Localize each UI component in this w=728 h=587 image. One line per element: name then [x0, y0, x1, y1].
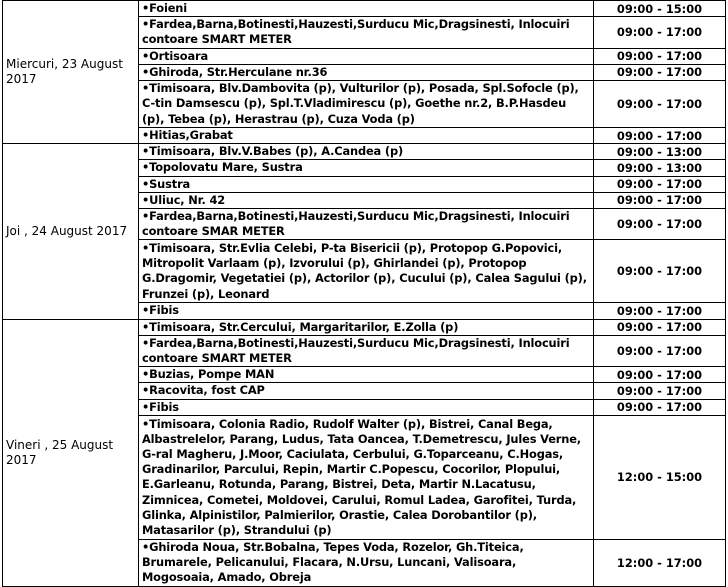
time-cell: 12:00 - 15:00: [594, 415, 726, 539]
day-cell: Miercuri, 23 August 2017: [3, 1, 139, 144]
time-cell: 09:00 - 15:00: [594, 1, 726, 17]
location-cell: •Timisoara, Blv.Dambovita (p), Vulturilor (p), Posada, Spl.Sofocle (p), C-tin Damsescu (p), Spl.T.Vladimirescu (p), Goethe nr.2, B.P.Hasdeu (p), Tebea (p), Herastrau (p), Cuza Voda (p): [139, 81, 594, 128]
time-cell: 09:00 - 17:00: [594, 17, 726, 48]
location-cell: •Ghiroda, Str.Herculane nr.36: [139, 64, 594, 80]
location-cell: •Foieni: [139, 1, 594, 17]
location-cell: •Fibis: [139, 399, 594, 415]
location-cell: •Uliuc, Nr. 42: [139, 192, 594, 208]
time-cell: 12:00 - 17:00: [594, 539, 726, 586]
time-cell: 09:00 - 13:00: [594, 144, 726, 160]
time-cell: 09:00 - 17:00: [594, 367, 726, 383]
time-cell: 09:00 - 17:00: [594, 81, 726, 128]
time-cell: 09:00 - 17:00: [594, 48, 726, 64]
location-cell: •Ortisoara: [139, 48, 594, 64]
location-cell: •Racovita, fost CAP: [139, 383, 594, 399]
location-cell: •Fardea,Barna,Botinesti,Hauzesti,Surducu Mic,Dragsinesti, Inlocuiri contoare SMART METER: [139, 17, 594, 48]
location-cell: •Timisoara, Str.Cercului, Margaritarilor, E.Zolla (p): [139, 319, 594, 335]
location-cell: •Ghiroda Noua, Str.Bobalna, Tepes Voda, Rozelor, Gh.Titeica, Brumarele, Pelicanului, Flacara, N.Ursu, Luncani, Valisoara, Mogosoaia, Amado, Obreja: [139, 539, 594, 586]
time-cell: 09:00 - 17:00: [594, 128, 726, 144]
time-cell: 09:00 - 17:00: [594, 240, 726, 303]
location-cell: •Fibis: [139, 303, 594, 319]
day-cell: Joi , 24 August 2017: [3, 144, 139, 319]
time-cell: 09:00 - 13:00: [594, 160, 726, 176]
location-cell: •Fardea,Barna,Botinesti,Hauzesti,Surducu Mic,Dragsinesti, Inlocuiri contoare SMART METER: [139, 335, 594, 366]
time-cell: 09:00 - 17:00: [594, 399, 726, 415]
location-cell: •Topolovatu Mare, Sustra: [139, 160, 594, 176]
time-cell: 09:00 - 17:00: [594, 383, 726, 399]
location-cell: •Timisoara, Colonia Radio, Rudolf Walter (p), Bistrei, Canal Bega, Albastrelelor, Parang, Ludus, Tata Oancea, T.Demetrescu, Jules Verne, G-ral Magheru, J.Moor, Caciulata, Cerbului, G.Toparceanu, C.Hogas, Gradinarilor, Parcului, Repin, Martir C.Popescu, Cocorilor, Plopului, E.Garleanu, Rotunda, Parang, Bistrei, Deta, Martir N.Lacatusu, Zimnicea, Cometei, Moldovei, Carului, Romul Ladea, Garofitei, Turda, Glinka, Alpinistilor, Palmierilor, Orastie, Calea Dorobantilor (p), Matasarilor (p), Strandului (p): [139, 415, 594, 539]
location-cell: •Fardea,Barna,Botinesti,Hauzesti,Surducu Mic,Dragsinesti, Inlocuiri contoare SMAR METER: [139, 209, 594, 240]
time-cell: 09:00 - 17:00: [594, 319, 726, 335]
time-cell: 09:00 - 17:00: [594, 209, 726, 240]
time-cell: 09:00 - 17:00: [594, 335, 726, 366]
location-cell: •Buzias, Pompe MAN: [139, 367, 594, 383]
outage-schedule-table: [2, 0, 726, 587]
time-cell: 09:00 - 17:00: [594, 303, 726, 319]
table-row: [3, 319, 726, 335]
time-cell: 09:00 - 17:00: [594, 64, 726, 80]
time-cell: 09:00 - 17:00: [594, 176, 726, 192]
location-cell: •Hitias,Grabat: [139, 128, 594, 144]
table-row: [3, 1, 726, 17]
table-row: [3, 144, 726, 160]
day-cell: Vineri , 25 August 2017: [3, 319, 139, 586]
location-cell: •Timisoara, Blv.V.Babes (p), A.Candea (p): [139, 144, 594, 160]
location-cell: •Sustra: [139, 176, 594, 192]
location-cell: •Timisoara, Str.Evlia Celebi, P-ta Bisericii (p), Protopop G.Popovici, Mitropolit Varlaam (p), Izvorului (p), Ghirlandei (p), Protopop G.Dragomir, Vegetatiei (p), Actorilor (p), Cucului (p), Calea Sagului (p), Frunzei (p), Leonard: [139, 240, 594, 303]
time-cell: 09:00 - 17:00: [594, 192, 726, 208]
